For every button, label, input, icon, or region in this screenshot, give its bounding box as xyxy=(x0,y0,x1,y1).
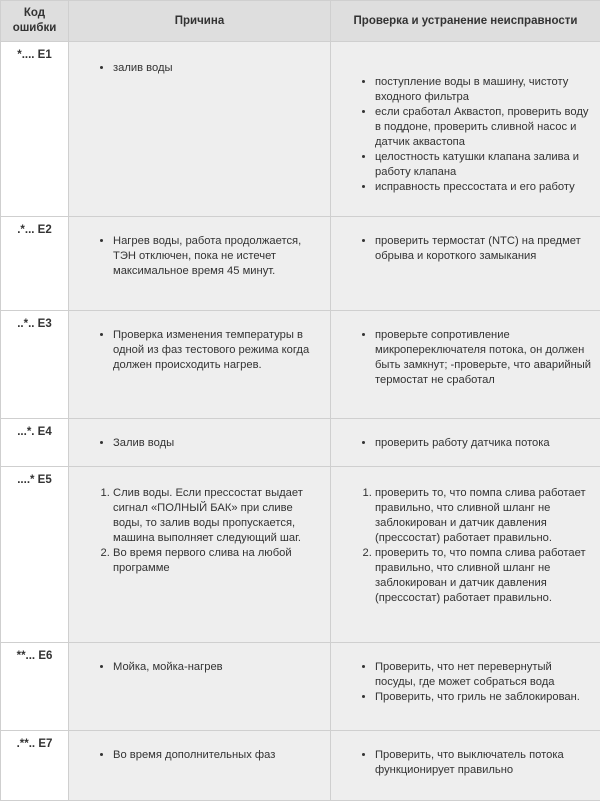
error-code: .*... E2 xyxy=(1,217,69,311)
list-item: 2. Во время первого слива на любой программе xyxy=(113,546,324,576)
error-code: **... E6 xyxy=(1,643,69,731)
fix-cell xyxy=(331,419,600,467)
header-code: Код ошибки xyxy=(1,1,69,42)
list-item: • Во время дополнительных фаз xyxy=(113,748,324,763)
cause-list xyxy=(71,748,324,763)
table-row-e2 xyxy=(1,217,600,311)
error-code: ....* E5 xyxy=(1,467,69,643)
fix-cell xyxy=(331,467,600,643)
table-header-row xyxy=(1,1,600,42)
fix-cell xyxy=(331,643,600,731)
list-item: • Проверка изменения температуры в одной из фаз тестового режима когда должен происходить нагрев. xyxy=(113,328,324,373)
fix-list xyxy=(333,436,594,451)
fix-list xyxy=(333,660,594,705)
cause-cell xyxy=(69,731,331,801)
error-code: *.... E1 xyxy=(1,42,69,217)
list-item: 1. проверить то, что помпа слива работает правильно, что сливной шланг не заблокирован и датчик давления (прессостат) работает правильно. xyxy=(375,486,594,546)
table-row-e7 xyxy=(1,731,600,801)
cause-list xyxy=(71,660,324,675)
cause-cell xyxy=(69,467,331,643)
cause-cell xyxy=(69,643,331,731)
cause-cell xyxy=(69,42,331,217)
fix-cell xyxy=(331,731,600,801)
table-row-e4 xyxy=(1,419,600,467)
cause-cell xyxy=(69,419,331,467)
list-item: • Проверить, что гриль не заблокирован. xyxy=(375,690,594,705)
list-item: • Проверить, что нет перевернутый посуды, где может собраться вода xyxy=(375,660,594,690)
table-row-e3 xyxy=(1,311,600,419)
error-code: ...*. E4 xyxy=(1,419,69,467)
list-item: • исправность прессостата и его работу xyxy=(375,180,594,195)
list-item: • целостность катушки клапана залива и работу клапана xyxy=(375,150,594,180)
cause-list xyxy=(71,436,324,451)
fix-cell xyxy=(331,311,600,419)
fix-list xyxy=(333,234,594,264)
list-item: • Нагрев воды, работа продолжается, ТЭН отключен, пока не истечет максимальное время 45 минут. xyxy=(113,234,324,279)
cause-list xyxy=(71,234,324,279)
fix-cell xyxy=(331,217,600,311)
table-row-e6 xyxy=(1,643,600,731)
list-item: • проверить работу датчика потока xyxy=(375,436,594,451)
cause-list xyxy=(71,486,324,576)
list-item: • проверьте сопротивление микропереключателя потока, он должен быть замкнут; -проверьте, что аварийный термостат не сработал xyxy=(375,328,594,388)
list-item: • Залив воды xyxy=(113,436,324,451)
table-row-e5 xyxy=(1,467,600,643)
fix-list xyxy=(333,486,594,606)
list-item: • Мойка, мойка-нагрев xyxy=(113,660,324,675)
error-code: .**.. E7 xyxy=(1,731,69,801)
list-item: • если сработал Аквастоп, проверить воду в поддоне, проверить сливной насос и датчик аквастопа xyxy=(375,105,594,150)
list-item: 1. Слив воды. Если прессостат выдает сигнал «ПОЛНЫЙ БАК» при сливе воды, то залив воды пропускается, машина выполняет следующий шаг. xyxy=(113,486,324,546)
fix-list xyxy=(333,328,594,388)
fix-list xyxy=(333,748,594,778)
fix-list xyxy=(333,75,594,195)
list-item: • залив воды xyxy=(113,61,324,76)
header-fix: Проверка и устранение неисправности xyxy=(331,1,600,42)
fix-cell xyxy=(331,42,600,217)
table-row-e1 xyxy=(1,42,600,217)
list-item: 2. проверить то, что помпа слива работает правильно, что сливной шланг не заблокирован и датчик давления (прессостат) работает правильно. xyxy=(375,546,594,606)
header-cause: Причина xyxy=(69,1,331,42)
cause-cell xyxy=(69,311,331,419)
list-item: • проверить термостат (NTC) на предмет обрыва и короткого замыкания xyxy=(375,234,594,264)
cause-list xyxy=(71,61,324,76)
list-item: • Проверить, что выключатель потока функционирует правильно xyxy=(375,748,594,778)
cause-list xyxy=(71,328,324,373)
error-code: ..*.. E3 xyxy=(1,311,69,419)
cause-cell xyxy=(69,217,331,311)
list-item: • поступление воды в машину, чистоту входного фильтра xyxy=(375,75,594,105)
